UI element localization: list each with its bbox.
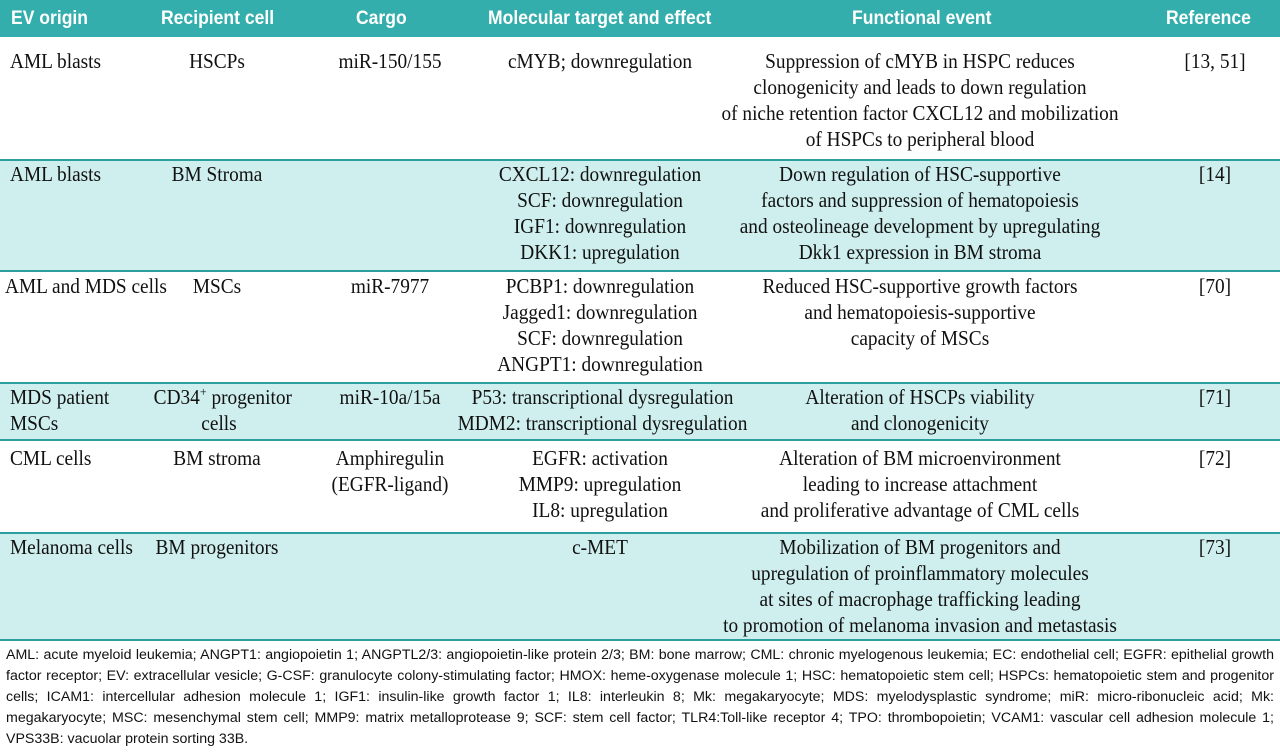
header-ev-origin: EV origin — [11, 7, 89, 29]
recipient-cell: BM Stroma — [171, 162, 263, 186]
cargo-cell: miR-150/155 — [338, 49, 442, 73]
functional-event-cell: Mobilization of BM progenitors and upregulation of proinflammatory molecules at sites of macrophage trafficking leading to promotion of melanoma invasion and metastasis — [723, 535, 1117, 637]
header-cargo: Cargo — [356, 7, 407, 29]
reference-cell: [13, 51] — [1184, 49, 1246, 73]
molecular-target-cell: CXCL12: downregulation SCF: downregulation IGF1: downregulation DKK1: upregulation — [498, 162, 702, 264]
cargo-cell: Amphiregulin (EGFR-ligand) — [331, 446, 449, 496]
functional-event-cell: Alteration of BM microenvironment leading to increase attachment and proliferative advantage of CML cells — [760, 446, 1080, 522]
cargo-cell: miR-7977 — [350, 274, 430, 298]
molecular-target-cell: EGFR: activation MMP9: upregulation IL8: upregulation — [518, 446, 682, 522]
recipient-cell: BM progenitors — [155, 535, 279, 559]
ev-origin-cell: MDS patient MSCs — [10, 385, 110, 435]
table-row — [0, 534, 1280, 639]
reference-cell: [70] — [1198, 274, 1232, 298]
header-recipient-cell: Recipient cell — [161, 7, 275, 29]
molecular-target-cell: cMYB; downregulation — [507, 49, 693, 73]
table-row — [0, 384, 1280, 439]
ev-origin-cell: AML blasts — [10, 49, 102, 73]
ev-origin-cell: AML and MDS cells — [5, 274, 167, 298]
header-molecular-target: Molecular target and effect — [488, 7, 712, 29]
functional-event-cell: Alteration of HSCPs viability and clonogenicity — [805, 385, 1035, 435]
ev-origin-cell: CML cells — [10, 446, 92, 470]
reference-cell: [72] — [1198, 446, 1232, 470]
reference-cell: [14] — [1198, 162, 1232, 186]
table-header — [0, 0, 1280, 37]
table-bottom-rule — [0, 639, 1280, 641]
cargo-cell: miR-10a/15a — [339, 385, 441, 409]
footnote: AML: acute myeloid leukemia; ANGPT1: angiopoietin 1; ANGPTL2/3: angiopoietin-like protein 2/3; BM: bone marrow; CML: chronic myelogenous leukemia; EC: endothelial cell; EGFR: epithelial growth factor receptor; EV: extracellular vesicle; G-CSF: granulocyte colony-stimulating factor; HMOX: heme-oxygenase molecule 1; HSC: hematopoietic stem cell; HSPCs: hematopoietic stem and progenitor cells; ICAM1: intercellular adhesion molecule 1; IGF1: insulin-like growth factor 1; IL8: interleukin 8; Mk: megakaryocyte; MDS: myelodysplastic syndrome; miR: micro-ribonucleic acid; Mk: megakaryocyte; MSC: mesenchymal stem cell; MMP9: matrix metalloprotease 9; SCF: stem cell factor; TLR4:Toll-like receptor 4; TPO: thrombopoietin; VCAM1: vascular cell adhesion molecule 1; VPS33B: vacuolar protein sorting 33B. — [6, 647, 1274, 747]
recipient-cell: HSCPs — [189, 49, 245, 73]
molecular-target-cell: P53: transcriptional dysregulation MDM2: transcriptional dysregulation — [457, 385, 748, 435]
header-reference: Reference — [1166, 7, 1251, 29]
reference-cell: [73] — [1198, 535, 1232, 559]
ev-origin-cell: AML blasts — [10, 162, 102, 186]
table-row — [0, 272, 1280, 382]
functional-event-cell: Down regulation of HSC-supportive factors and suppression of hematopoiesis and osteolineage development by upregulating Dkk1 expression in BM stroma — [739, 162, 1101, 264]
functional-event-cell: Reduced HSC-supportive growth factors and hematopoiesis-supportive capacity of MSCs — [762, 274, 1078, 350]
table-row — [0, 441, 1280, 532]
molecular-target-cell: PCBP1: downregulation Jagged1: downregulation SCF: downregulation ANGPT1: downregulation — [497, 274, 703, 376]
recipient-cell: MSCs — [192, 274, 242, 298]
reference-cell: [71] — [1198, 385, 1232, 409]
table-row — [0, 37, 1280, 160]
ev-origin-cell: Melanoma cells — [10, 535, 133, 559]
table-row — [0, 161, 1280, 270]
recipient-cell: BM stroma — [173, 446, 261, 470]
molecular-target-cell: c-MET — [572, 535, 628, 559]
functional-event-cell: Suppression of cMYB in HSPC reduces clonogenicity and leads to down regulation of niche retention factor CXCL12 and mobilization of HSPCs to peripheral blood — [721, 49, 1119, 151]
header-functional-event: Functional event — [852, 7, 992, 29]
recipient-cell: CD34+ progenitor cells — [153, 384, 292, 435]
